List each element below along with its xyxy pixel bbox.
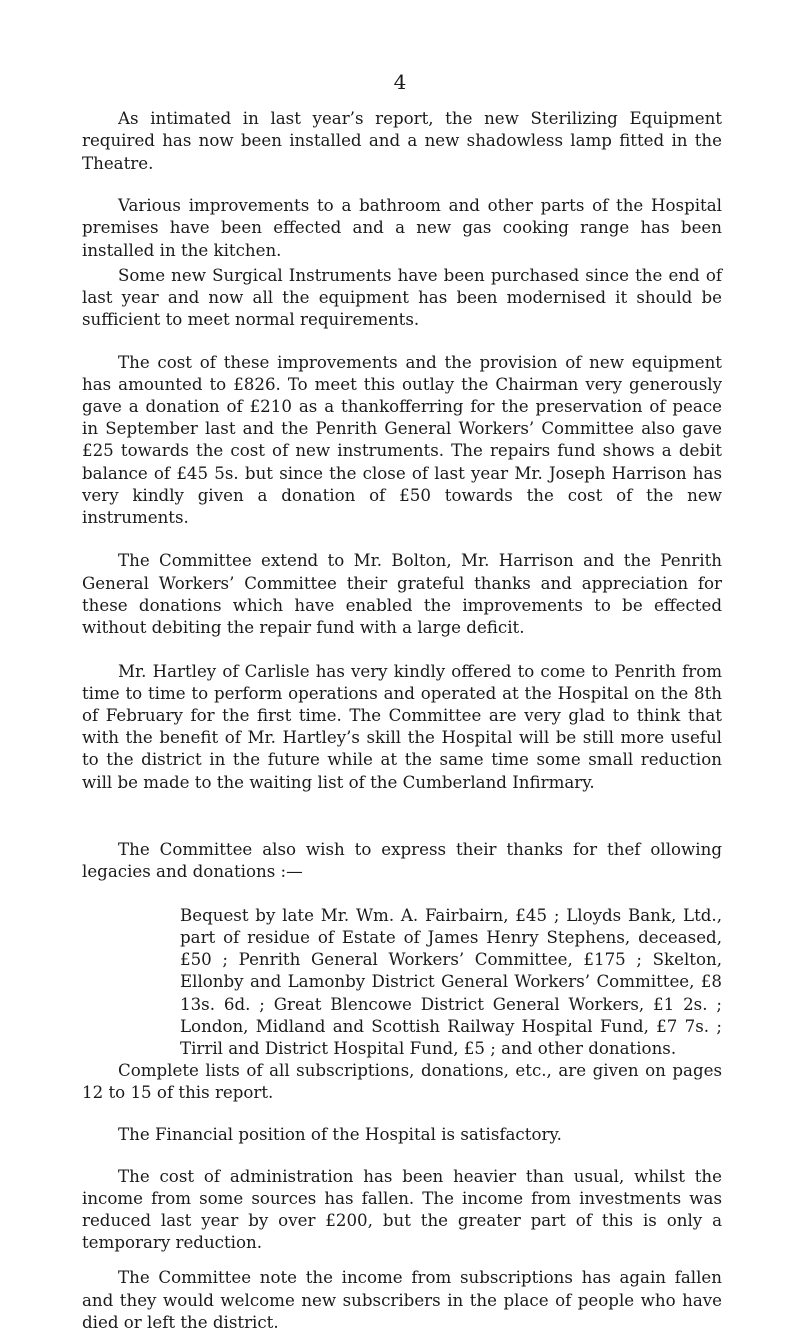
paragraph-subscription-lists: Complete lists of all subscriptions, donations, etc., are given on pages 12 to 15 of this report. — [82, 1061, 722, 1103]
page-number: 4 — [393, 70, 407, 94]
paragraph-financial-position: The Financial position of the Hospital is satisfactory. — [118, 1125, 562, 1144]
paragraph-cost-of-improvements: The cost of these improvements and the provision of new equipment has amounted to £826. To meet this outlay the Chairman very generously gave a donation of £210 as a thankofferring for the preservation of peace in September last and the Penrith General Workers’ Committee also gave £25 towards the cost of new instruments. The repairs fund shows a debit balance of £45 5s. but since the close of last year Mr. Joseph Harrison has very kindly given a donation of £50 towards the cost of the new instruments. — [82, 352, 722, 527]
paragraph-surgical-instruments: Some new Surgical Instruments have been purchased since the end of last year and now all the equipment has been modernised it should be sufficient to meet normal requirements. — [82, 265, 722, 329]
paragraph-administration-cost: The cost of administration has been heavier than usual, whilst the income from some sources has fallen. The income from investments was reduced last year by over £200, but the greater part of this is only a temporary reduction. — [82, 1166, 722, 1253]
paragraph-improvements: Various improvements to a bathroom and other parts of the Hospital premises have been effected and a new gas cooking range has been installed in the kitchen. — [82, 196, 722, 260]
paragraph-subscriptions-fallen: The Committee note the income from subscriptions has again fallen and they would welcome new subscribers in the place of people who have died or left the district. — [82, 1268, 722, 1332]
paragraph-legacies-list: Bequest by late Mr. Wm. A. Fairbairn, £45 ; Lloyds Bank, Ltd., part of residue of Estate of James Henry Stephens, deceased, £50 ; Penrith General Workers’ Committee, £175 ; Skelton, Ellonby and Lamonby District General Workers’ Committee, £8 13s. 6d. ; Great Blencowe District General Workers, £1 2s. ; London, Midland and Scottish Railway Hospital Fund, £7 7s. ; Tirril and District Hospital Fund, £5 ; and other donations. — [180, 905, 722, 1058]
paragraph-sterilizing-equipment: As intimated in last year’s report, the new Sterilizing Equipment required has now been installed and a new shadowless lamp fitted in the Theatre. — [82, 109, 722, 173]
paragraph-thanks-donations: The Committee extend to Mr. Bolton, Mr. Harrison and the Penrith General Workers’ Committee their grateful thanks and appreciation for these donations which have enabled the improvements to be effected without debiting the repair fund with a large deficit. — [82, 551, 722, 638]
paragraph-mr-hartley: Mr. Hartley of Carlisle has very kindly offered to come to Penrith from time to time to perform operations and operated at the Hospital on the 8th of February for the first time. The Committee are very glad to think that with the benefit of Mr. Hartley’s skill the Hospital will be still more useful to the district in the future while at the same time some small reduction will be made to the waiting list of the Cumberland Infirmary. — [82, 661, 722, 792]
paragraph-legacies-intro: The Committee also wish to express their thanks for thef ollowing legacies and donations :— — [82, 840, 722, 882]
